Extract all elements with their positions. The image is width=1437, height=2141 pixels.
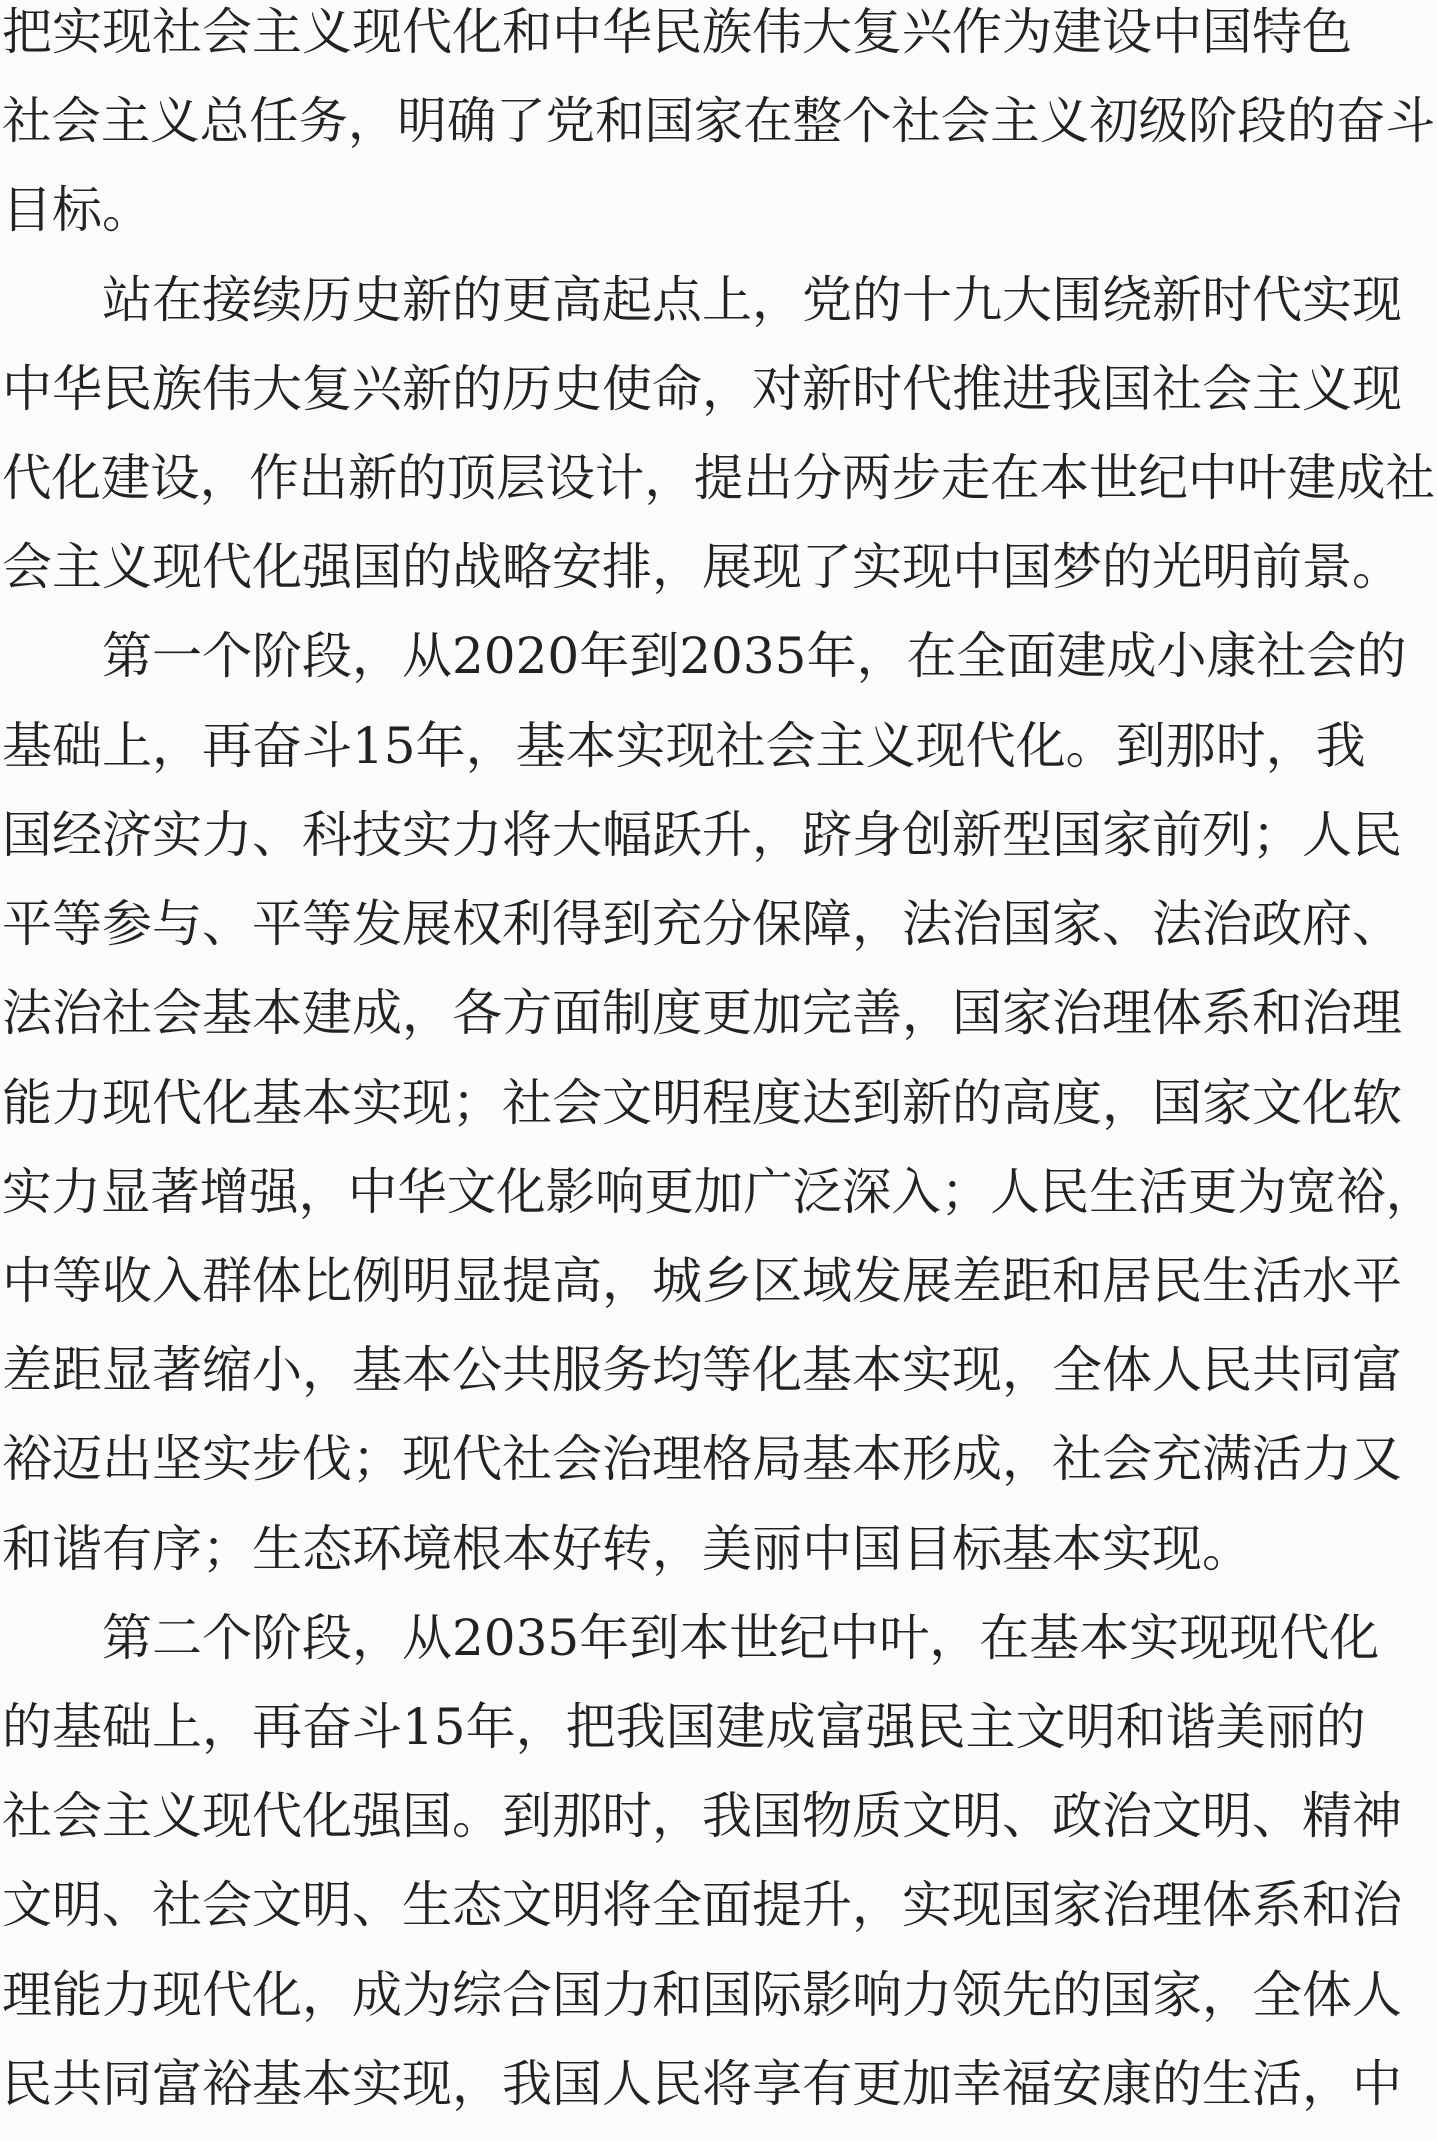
text-line: 裕迈出坚实步伐；现代社会治理格局基本形成，社会充满活力又 <box>2 1430 1402 1489</box>
paragraph-first-line: 站在接续历史新的更高起点上，党的十九大围绕新时代实现 <box>102 270 1402 329</box>
text-line: 中等收入群体比例明显提高，城乡区域发展差距和居民生活水平 <box>2 1251 1402 1310</box>
text-line: 目标。 <box>2 181 152 240</box>
paragraph-first-line: 第二个阶段，从2035年到本世纪中叶，在基本实现现代化 <box>102 1608 1380 1667</box>
text-line: 差距显著缩小，基本公共服务均等化基本实现，全体人民共同富 <box>2 1341 1402 1400</box>
text-line: 平等参与、平等发展权利得到充分保障，法治国家、法治政府、 <box>2 895 1402 954</box>
text-line: 民共同富裕基本实现，我国人民将享有更加幸福安康的生活，中 <box>2 2054 1402 2113</box>
text-line: 社会主义现代化强国。到那时，我国物质文明、政治文明、精神 <box>2 1787 1402 1846</box>
text-line: 代化建设，作出新的顶层设计，提出分两步走在本世纪中叶建成社 <box>2 449 1435 508</box>
text-line: 社会主义总任务，明确了党和国家在整个社会主义初级阶段的奋斗 <box>2 92 1435 151</box>
text-line: 中华民族伟大复兴新的历史使命，对新时代推进我国社会主义现 <box>2 359 1402 418</box>
text-line: 基础上，再奋斗15年，基本实现社会主义现代化。到那时，我 <box>2 716 1366 775</box>
text-line: 和谐有序；生态环境根本好转，美丽中国目标基本实现。 <box>2 1519 1252 1578</box>
text-line: 的基础上，再奋斗15年，把我国建成富强民主文明和谐美丽的 <box>2 1697 1366 1756</box>
text-line: 会主义现代化强国的战略安排，展现了实现中国梦的光明前景。 <box>2 538 1402 597</box>
text-line: 理能力现代化，成为综合国力和国际影响力领先的国家，全体人 <box>2 1965 1402 2024</box>
text-line: 法治社会基本建成，各方面制度更加完善，国家治理体系和治理 <box>2 984 1402 1043</box>
text-line: 文明、社会文明、生态文明将全面提升，实现国家治理体系和治 <box>2 1876 1402 1935</box>
paragraph-first-line: 第一个阶段，从2020年到2035年，在全面建成小康社会的 <box>102 627 1407 686</box>
text-line: 实力显著增强，中华文化影响更加广泛深入；人民生活更为宽裕， <box>2 1162 1435 1221</box>
text-line: 把实现社会主义现代化和中华民族伟大复兴作为建设中国特色 <box>2 3 1352 61</box>
text-line: 国经济实力、科技实力将大幅跃升，跻身创新型国家前列；人民 <box>2 805 1402 864</box>
text-line: 能力现代化基本实现；社会文明程度达到新的高度，国家文化软 <box>2 1073 1402 1132</box>
